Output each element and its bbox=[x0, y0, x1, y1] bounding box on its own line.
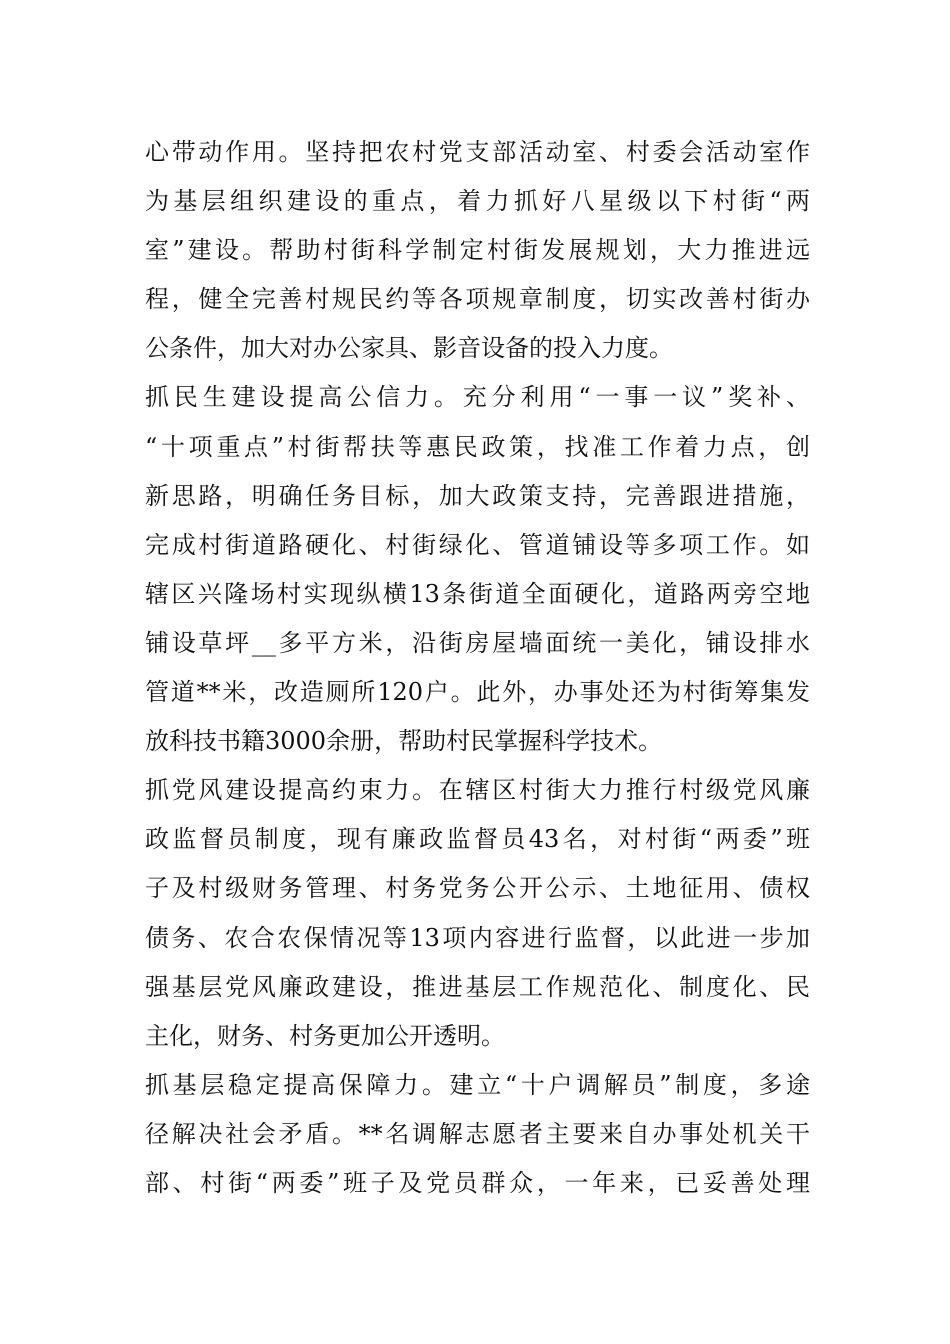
text-line: 为基层组织建设的重点，着力抓好八星级以下村街“两 bbox=[145, 187, 810, 216]
text-line: 程，健全完善村规民约等各项规章制度，切实改善村街办 bbox=[145, 285, 810, 314]
text-line: 铺设草坪__多平方米，沿街房屋墙面统一美化，铺设排水 bbox=[145, 628, 810, 657]
text-line: 新思路，明确任务目标，加大政策支持，完善跟进措施， bbox=[145, 481, 810, 510]
text-line: 债务、农合农保情况等13项内容进行监督，以此进一步加 bbox=[145, 923, 810, 952]
paragraph-end-line: 公条件，加大对办公家具、影音设备的投入力度。 bbox=[145, 334, 673, 363]
text-line: 完成村街道路硬化、村街绿化、管道铺设等多项工作。如 bbox=[145, 530, 810, 559]
text-line: 室”建设。帮助村街科学制定村街发展规划，大力推进远 bbox=[145, 236, 810, 265]
text-line: 抓党风建设提高约束力。在辖区村街大力推行村级党风廉 bbox=[145, 776, 810, 805]
paragraph-end-line: 放科技书籍3000余册，帮助村民掌握科学技术。 bbox=[145, 727, 663, 756]
text-line: 抓民生建设提高公信力。充分利用“一事一议”奖补、 bbox=[145, 383, 810, 412]
text-line: 管道**米，改造厕所120户。此外，办事处还为村街筹集发 bbox=[145, 678, 810, 707]
text-line: 强基层党风廉政建设，推进基层工作规范化、制度化、民 bbox=[145, 972, 810, 1001]
text-line: 子及村级财务管理、村务党务公开公示、土地征用、债权 bbox=[145, 874, 810, 903]
text-line: 心带动作用。坚持把农村党支部活动室、村委会活动室作 bbox=[145, 138, 810, 166]
text-line: 抓基层稳定提高保障力。建立“十户调解员”制度，多途 bbox=[145, 1070, 810, 1099]
body-text bbox=[145, 128, 810, 1208]
text-line: 径解决社会矛盾。**名调解志愿者主要来自办事处机关干 bbox=[145, 1119, 810, 1148]
text-line: 政监督员制度，现有廉政监督员43名，对村街“两委”班 bbox=[145, 825, 810, 854]
text-line: 部、村街“两委”班子及党员群众，一年来，已妥善处理 bbox=[145, 1168, 810, 1197]
paragraph-end-line: 主化，财务、村务更加公开透明。 bbox=[145, 1021, 505, 1050]
text-line: 辖区兴隆场村实现纵横13条街道全面硬化，道路两旁空地 bbox=[145, 579, 810, 608]
text-line: “十项重点”村街帮扶等惠民政策，找准工作着力点，创 bbox=[145, 432, 810, 461]
